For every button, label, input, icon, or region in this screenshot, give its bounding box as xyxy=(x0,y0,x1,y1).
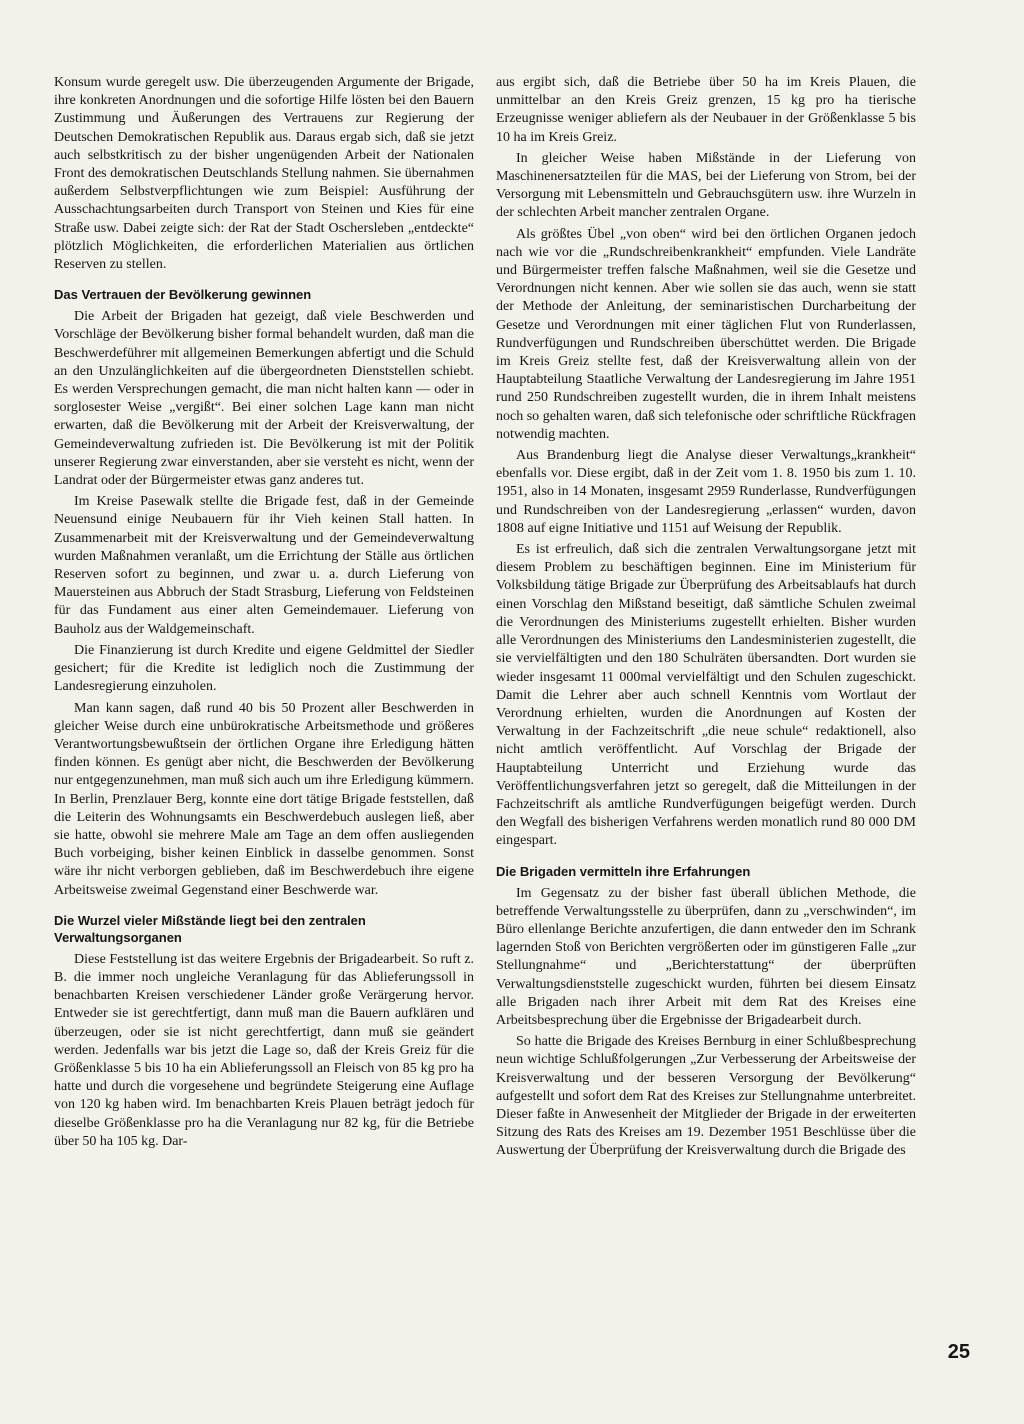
paragraph: Die Finanzierung ist durch Kredite und eigene Geldmittel der Siedler gesichert; für die Kredite ist lediglich noch die Zustimmung der Landesregierung einzuholen. xyxy=(54,642,474,695)
section-heading: Das Vertrauen der Bevölkerung gewinnen xyxy=(54,287,312,303)
paragraph: Im Kreise Pasewalk stellte die Brigade fest, daß in der Gemeinde Neuensund einige Neubauern für ihr Vieh keinen Stall hatten. In Zusammenarbeit mit der Kreisverwaltung und der Gemeindeverwaltung wurden Maßnahmen veranlaßt, um die Errichtung der Ställe aus örtlichen Reserven sofort zu beginnen, und zwar u. a. durch Lieferung von Mauersteinen aus Abbruch der Stadt Strasburg, Lieferung von Feldsteinen für das Fundament aus einer alten Gemeindemauer. Lieferung von Bauholz aus der Waldgemeinschaft. xyxy=(54,494,474,637)
left-column xyxy=(54,74,474,1154)
paragraph: Diese Feststellung ist das weitere Ergebnis der Brigadearbeit. So ruft z. B. die immer noch ungleiche Veranlagung für das Ablieferungssoll in benachbarten Kreisen verschiedener Länder große Verärgerung hervor. Entweder sie ist gerechtfertigt, dann muß man die Bauern aufklären und überzeugen, oder sie ist nicht gerechtfertigt, dann muß sie geändert werden. Jedenfalls war bis jetzt die Lage so, daß der Kreis Greiz für die Größenklasse 5 bis 10 ha ein Ablieferungssoll an Fleisch von 85 kg pro ha hatte und durch die vorgesehene und begründete Steigerung eine Auflage von 120 kg haben wird. Im benachbarten Kreis Plauen beträgt jedoch für dieselbe Größenklasse pro ha die Veranlagung nur 82 kg, für die Betriebe über 50 ha 105 kg. Dar- xyxy=(54,951,474,1149)
page-number: 25 xyxy=(947,1341,970,1363)
paragraph: Konsum wurde geregelt usw. Die überzeugenden Argumente der Brigade, ihre konkreten Anordnungen und die sofortige Hilfe lösten bei den Bauern Zustimmung und Äußerungen des Vertrauens zur Regierung der Deutschen Demokratischen Republik aus. Daraus ergab sich, daß sie jetzt auch selbstkritisch zu der bisher ungenügenden Arbeit der Nationalen Front des demokratischen Deutschlands Stellung nahmen. Sie übernahmen außerdem Selbstverpflichtungen wie zum Beispiel: Ausführung der Ausschachtungsarbeiten durch Transport von Steinen und Kies für eine Straße usw. Dabei zeigte sich: der Rat der Stadt Oschersleben „entdeckte“ plötzlich Möglichkeiten, die erforderlichen Materialien aus örtlichen Reserven zu stellen. xyxy=(54,75,474,273)
section-heading: Die Wurzel vieler Mißstände liegt bei den zentralen Verwaltungsorganen xyxy=(54,912,366,945)
paragraph: Im Gegensatz zu der bisher fast überall üblichen Methode, die betreffende Verwaltungsstelle zu überprüfen, dann zu „verschwinden“, im Büro ellenlange Berichte anzufertigen, die dann entweder den im Schrank lagernden Stoß von Berichten vergrößerten oder im günstigeren Falle „zur Stellungnahme“ und „Berichterstattung“ der überprüften Verwaltungsdienststelle zugeschickt wurden, führten bei diesem Einsatz alle Brigaden nach ihrer Arbeit mit dem Rat des Kreises eine Arbeitsbesprechung über die Ergebnisse der Brigadearbeit durch. xyxy=(496,885,916,1028)
paragraph: Man kann sagen, daß rund 40 bis 50 Prozent aller Beschwerden in gleicher Weise durch eine unbürokratische Arbeitsmethode und größeres Verantwortungsbewußtsein der örtlichen Organe ihre Erledigung hätten finden können. Es genügt aber nicht, die Beschwerden der Bevölkerung nur entgegenzunehmen, man muß sich auch um ihre Erledigung kümmern. In Berlin, Prenzlauer Berg, konnte eine dort tätige Brigade feststellen, daß die Leiterin des Wohnungsamts ein Beschwerdebuch auslegen ließ, aber sie hatte, obwohl sie mehrere Male am Tage an dem offen ausliegenden Buch vorbeiging, bisher keinen Einblick in dasselbe genommen. Sonst wäre ihr nicht verborgen geblieben, daß im Beschwerdebuch ihre eigene Arbeitsweise zweimal Gegenstand einer Beschwerde war. xyxy=(54,700,474,898)
paragraph: So hatte die Brigade des Kreises Bernburg in einer Schlußbesprechung neun wichtige Schlußfolgerungen „Zur Verbesserung der Arbeitsweise der Kreisverwaltung und der besseren Versorgung der Bevölkerung“ aufgestellt und sofort dem Rat des Kreises zur Stellungnahme unterbreitet. Dieser faßte in Anwesenheit der Mitglieder der Brigade in der erweiterten Sitzung des Rats des Kreises am 19. Dezember 1951 Beschlüsse über die Auswertung der Überprüfung der Kreisverwaltung durch die Brigade des xyxy=(496,1034,916,1159)
paragraph: Als größtes Übel „von oben“ wird bei den örtlichen Organen jedoch nach wie vor die „Rundschreibenkrankheit“ empfunden. Viele Landräte und Bürgermeister treffen falsche Maßnahmen, weil sie die Gesetze und Verordnungen nicht kennen. Aber wie sollen sie das auch, wenn sie statt der Methode der Anleitung, der seminaristischen Durcharbeitung der Gesetze und Verordnungen mit einer täglichen Flut von Runderlassen, Rundverfügungen und Rundschreiben überschüttet werden. Die Brigade im Kreis Greiz stellte fest, daß der Kreisverwaltung allein von der Hauptabteilung Staatliche Verwaltung der Landesregierung im Jahre 1951 rund 250 Rundschreiben zugestellt wurden, die in ihrem Inhalt meistens noch so gehalten waren, daß sich telefonische oder schriftliche Rückfragen notwendig machten. xyxy=(496,226,916,442)
right-column xyxy=(496,74,916,1164)
paragraph: Es ist erfreulich, daß sich die zentralen Verwaltungsorgane jetzt mit diesem Problem zu beschäftigen beginnen. Eine im Ministerium für Volksbildung tätige Brigade zur Überprüfung des Arbeitsablaufs hat durch einen Vorschlag den Mißstand beseitigt, daß sämtliche Schulen zweimal die Verordnungen des Ministeriums zugestellt erhielten. Bisher wurden alle Verordnungen des Ministeriums den Landesministerien zugestellt, die sie vervielfältigten und den 180 Schulräten übersandten. Dort wurden sie wieder insgesamt 11 000mal vervielfältigt und den Schulen zugeschickt. Damit die Lehrer aber auch schnell Kenntnis vom Wortlaut der Verordnung erhielten, wurden die Anordnungen auf Kosten der Verwaltung in der Fachzeitschrift „die neue schule“ redaktionell, also nicht amtlich veröffentlicht. Auf Vorschlag der Brigade der Hauptabteilung Unterricht und Erziehung wurde das Veröffentlichungsverfahren jetzt so geregelt, daß die Mitteilungen in der Fachzeitschrift als amtliche Rundverfügungen beigefügt werden. Durch den Wegfall des bisherigen Verfahrens werden monatlich rund 80 000 DM eingespart. xyxy=(496,542,916,849)
paragraph: In gleicher Weise haben Mißstände in der Lieferung von Maschinenersatzteilen für die MAS, bei der Lieferung von Strom, bei der Versorgung mit Lebensmitteln und Gebrauchsgütern usw. ihre Wurzeln in der schlechten Arbeit mancher zentralen Organe. xyxy=(496,150,916,221)
document-page xyxy=(54,74,972,1404)
paragraph: aus ergibt sich, daß die Betriebe über 50 ha im Kreis Plauen, die unmittelbar an den Kreis Greiz grenzen, 15 kg pro ha tierische Erzeugnisse weniger abliefern als der Neubauer in der Größenklasse 5 bis 10 ha im Kreis Greiz. xyxy=(496,75,916,145)
paragraph: Die Arbeit der Brigaden hat gezeigt, daß viele Beschwerden und Vorschläge der Bevölkerung bisher formal behandelt wurden, daß man die Beschwerdeführer mit allgemeinen Bemerkungen abfertigt und die Schuld an den Unzulänglichkeiten auf die übergeordneten Dienststellen schiebt. Es werden Versprechungen gemacht, die man nicht halten kann — oder in sorglosester Weise „vergißt“. Bei einer solchen Lage kann man nicht erwarten, daß die Bevölkerung mit der Arbeit der Kreisverwaltung, der Gemeindeverwaltung zufrieden ist. Die Bevölkerung ist mit der Politik unserer Regierung zwar einverstanden, aber sie versteht es nicht, wenn der Landrat oder der Bürgermeister etwas ganz anderes tut. xyxy=(54,309,474,489)
section-heading: Die Brigaden vermitteln ihre Erfahrungen xyxy=(496,863,751,879)
paragraph: Aus Brandenburg liegt die Analyse dieser Verwaltungs„krankheit“ ebenfalls vor. Diese ergibt, daß in der Zeit vom 1. 8. 1950 bis zum 1. 10. 1951, also in 14 Monaten, insgesamt 2959 Runderlasse, Rundverfügungen und Rundschreiben von der Landesregierung „erlassen“ wurden, davon 1808 auf eigne Initiative und 1151 auf Weisung der Republik. xyxy=(496,448,916,536)
